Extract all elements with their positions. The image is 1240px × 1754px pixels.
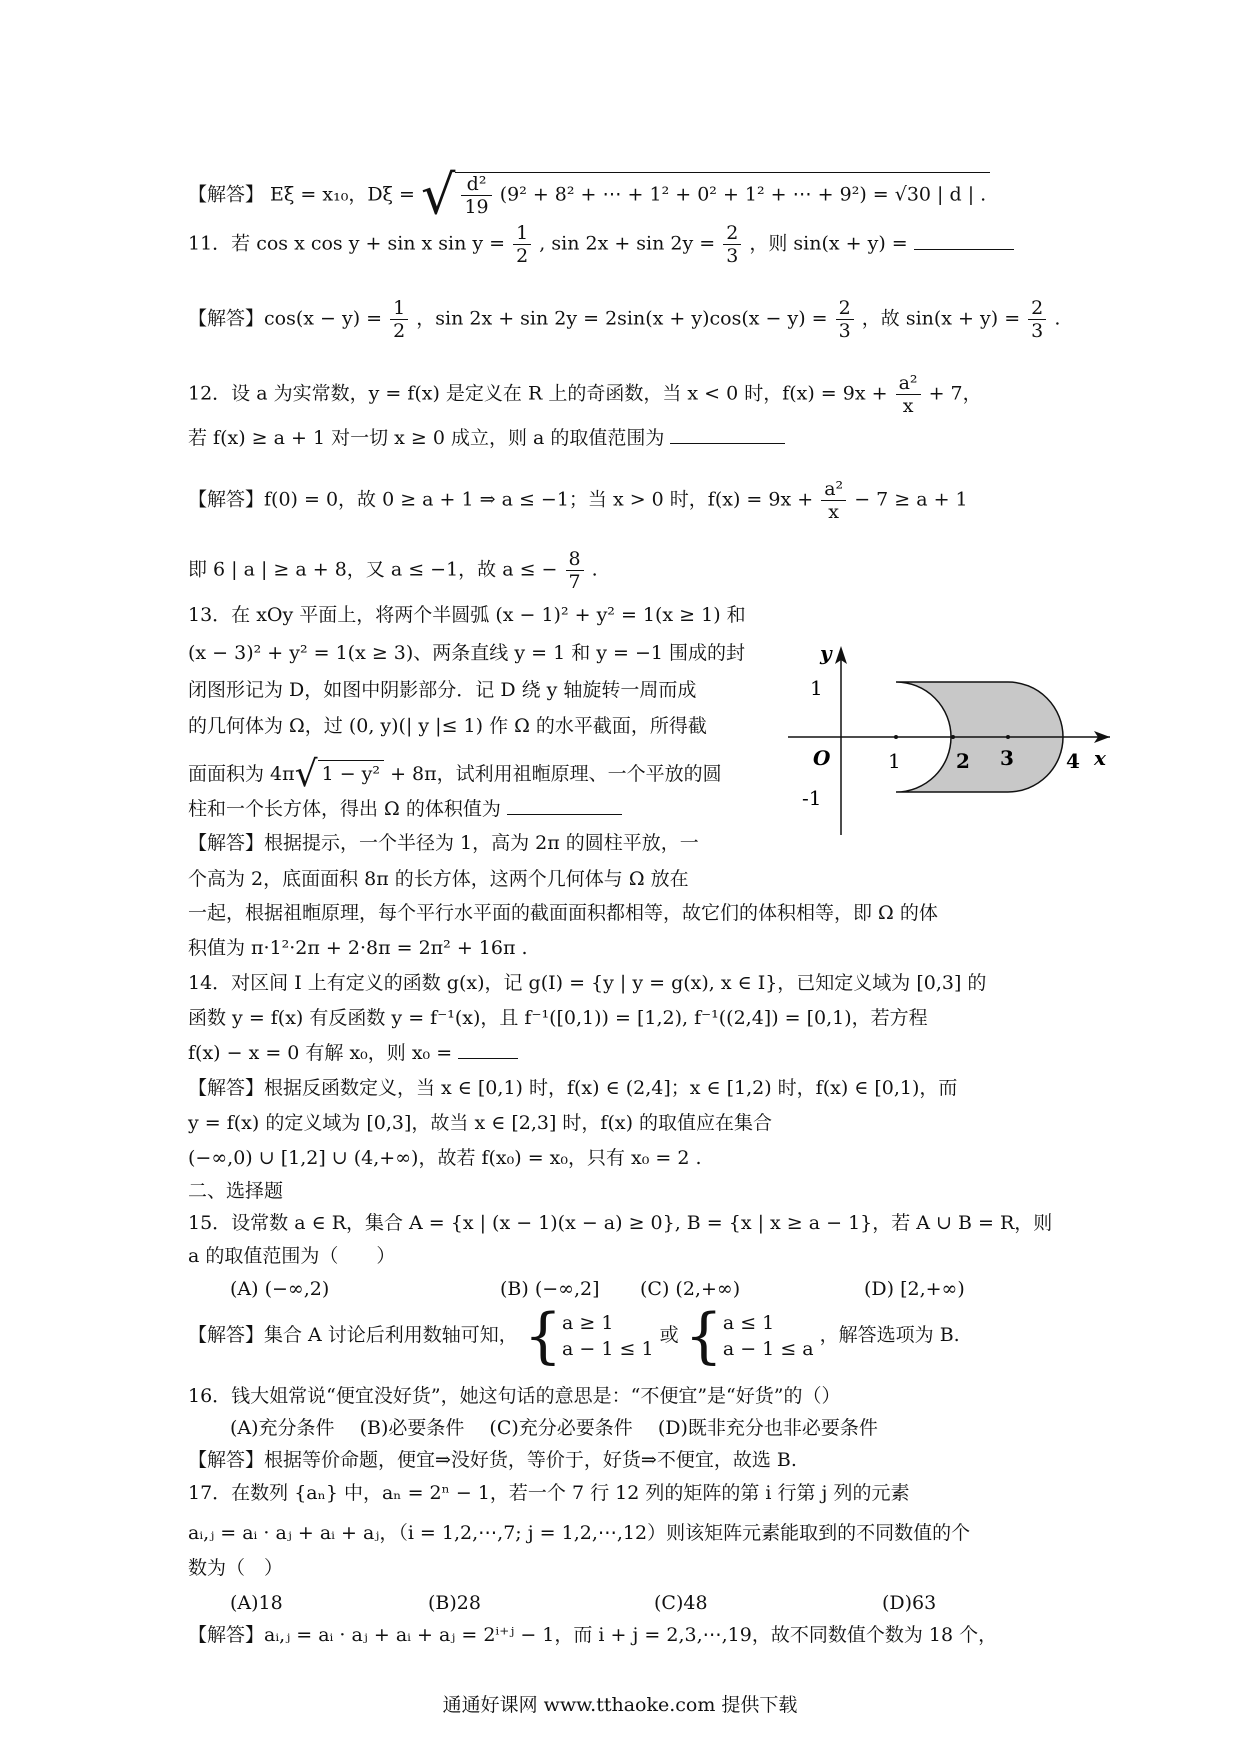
tick-x2 (951, 735, 955, 739)
tick-label-x3: 3 (1000, 746, 1014, 770)
answer-15: 【解答】集合 A 讨论后利用数轴可知， { a ≥ 1 a − 1 ≤ 1 或 { a ≤ 1 a − 1 ≤ a ，解答选项为 B. (188, 1301, 960, 1371)
question-13-l2: (x − 3)² + y² = 1(x ≥ 3)、两条直线 y = 1 和 y = −1 围成的封 (188, 642, 746, 664)
question-12-cont: 若 f(x) ≥ a + 1 对一切 x ≥ 0 成立，则 a 的取值范围为 (188, 425, 785, 451)
question-12: 12．设 a 为实常数，y = f(x) 是定义在 R 上的奇函数，当 x < 0 时，f(x) = 9x + $\frac{\text{a²}}{x}$ + 7， (188, 372, 982, 417)
question-14-l2: 函数 y = f(x) 有反函数 y = f⁻¹(x)，且 f⁻¹([0,1)) = [1,2), f⁻¹((2,4]) = [0,1)，若方程 (188, 1007, 928, 1029)
answer-13-l4: 积值为 π·1²·2π + 2·8π = 2π² + 16π . (188, 937, 528, 959)
question-16: 16．钱大姐常说“便宜没好货”，她这句话的意思是：“不便宜”是“好货”的（） (188, 1385, 841, 1407)
question-14-l1: 14．对区间 I 上有定义的函数 g(x)，记 g(I) = {y | y = g(x), x ∈ I}，已知定义域为 [0,3] 的 (188, 972, 987, 994)
option-c: (C) (2,+∞) (640, 1278, 741, 1300)
answer-14-l2: y = f(x) 的定义域为 [0,3]，故当 x ∈ [2,3] 时，f(x) 的取值应在集合 (188, 1112, 773, 1134)
question-13-l3: 闭图形记为 D，如图中阴影部分．记 D 绕 y 轴旋转一周而成 (188, 679, 697, 701)
tick-x3 (1006, 735, 1010, 739)
option-a: (A) (−∞,2) (230, 1278, 330, 1300)
section-heading: 二、选择题 (188, 1180, 284, 1202)
question-16-options: (A)充分条件 (B)必要条件 (C)充分必要条件 (D)既非充分也非必要条件 (230, 1417, 878, 1439)
option-a: (A)18 (230, 1592, 283, 1614)
answer-12-cont: 即 6 | a | ≥ a + 8，又 a ≤ −1，故 a ≤ − $\frac{8}{7}$ . (188, 548, 598, 593)
option-b: (B) (−∞,2] (500, 1278, 600, 1300)
question-17-options (230, 1590, 936, 1616)
answer-14-l1: 【解答】根据反函数定义，当 x ∈ [0,1) 时，f(x) ∈ (2,4]；x ∈ [1,2) 时，f(x) ∈ [0,1)，而 (188, 1077, 958, 1099)
answer-13-l2: 个高为 2，底面面积 8π 的长方体，这两个几何体与 Ω 放在 (188, 868, 689, 890)
answer-16: 【解答】根据等价命题，便宜⇒没好货，等价于，好货⇒不便宜，故选 B. (188, 1449, 797, 1471)
answer-11: 【解答】cos(x − y) = $\frac{1}{2}$ ，sin 2x + sin 2y = 2sin(x + y)cos(x − y) = $\frac{2}{3}$ ，故 sin(x + y) = $\frac{2}{3}$ . (188, 297, 1061, 342)
question-17-l1: 17．在数列 {aₙ} 中，aₙ = 2ⁿ − 1，若一个 7 行 12 列的矩阵的第 i 行第 j 列的元素 (188, 1482, 910, 1504)
question-13-l6: 柱和一个长方体，得出 Ω 的体积值为 (188, 796, 622, 822)
option-c: (C)48 (654, 1592, 708, 1614)
option-b: (B)28 (428, 1592, 481, 1614)
tick-label-ym1: -1 (802, 786, 822, 810)
tick-label-x4: 4 (1066, 749, 1080, 773)
question-17-l2: aᵢ,ⱼ = aᵢ · aⱼ + aᵢ + aⱼ，（i = 1,2,⋯,7; j = 1,2,⋯,12）则该矩阵元素能取到的不同数值的个 (188, 1522, 971, 1544)
question-11: 11．若 cos x cos y + sin x sin y = $\frac{1}{2}$ , sin 2x + sin 2y = $\frac{2}{3}$ ，则 sin(x + y) = (188, 222, 1014, 267)
question-15-l2: a 的取值范围为（ ） (188, 1245, 396, 1267)
answer-13-l1: 【解答】根据提示，一个半径为 1，高为 2π 的圆柱平放，一 (188, 832, 699, 854)
question-15-options (230, 1276, 965, 1302)
y-axis-label: y (820, 641, 832, 665)
answer-14-l3: (−∞,0) ∪ [1,2] ∪ (4,+∞)，故若 f(x₀) = x₀，只有 x₀ = 2 . (188, 1147, 702, 1169)
question-13-l5: 面面积为 4π√ 1 − y² + 8π，试利用祖暅原理、一个平放的圆 (188, 754, 722, 795)
answer-blank (914, 231, 1014, 250)
answer-blank (458, 1040, 518, 1059)
question-15-l1: 15．设常数 a ∈ R，集合 A = {x | (x − 1)(x − a) ≥ 0}, B = {x | x ≥ a − 1}，若 A ∪ B = R，则 (188, 1212, 1053, 1234)
origin-label: O (813, 746, 831, 770)
answer-13-l3: 一起，根据祖暅原理，每个平行水平面的截面面积都相等，故它们的体积相等，即 Ω 的体 (188, 902, 938, 924)
option-d: (D)63 (882, 1592, 937, 1614)
question-13-l1: 13．在 xOy 平面上，将两个半圆弧 (x − 1)² + y² = 1(x ≥ 1) 和 (188, 604, 746, 626)
answer-10: 【解答】 Eξ = x₁₀，Dξ = √ $\frac{\text{d²}}{19}$ (9² + 8² + ⋯ + 1² + 0² + 1² + ⋯ + 9²) = √30 | d | . (188, 172, 990, 218)
option-d: (D) [2,+∞) (864, 1278, 965, 1300)
question-14-l3: f(x) − x = 0 有解 x₀，则 x₀ = (188, 1040, 518, 1066)
answer-12: 【解答】f(0) = 0，故 0 ≥ a + 1 ⇒ a ≤ −1；当 x > 0 时，f(x) = 9x + $\frac{\text{a²}}{x}$ − 7 ≥ a + 1 (188, 478, 968, 523)
question-13-l4: 的几何体为 Ω，过 (0, y)(| y |≤ 1) 作 Ω 的水平截面，所得截 (188, 715, 707, 737)
sqrt-symbol: √ (421, 163, 456, 227)
answer-17: 【解答】aᵢ,ⱼ = aᵢ · aⱼ + aᵢ + aⱼ = 2ⁱ⁺ʲ − 1，而 i + j = 2,3,⋯,19，故不同数值个数为 18 个， (188, 1624, 998, 1646)
question-17-l3: 数为（ ） (188, 1557, 284, 1579)
page-footer: 通通好课网 www.tthaoke.com 提供下载 (442, 1694, 798, 1716)
x-axis-label: x (1094, 746, 1106, 770)
tick-label-x1: 1 (888, 749, 901, 773)
region-d-figure (780, 640, 1120, 840)
tick-x1 (894, 735, 898, 739)
tick-label-x2: 2 (956, 749, 970, 773)
tick-label-y1: 1 (810, 676, 823, 700)
answer-blank (670, 425, 785, 444)
answer-blank (507, 796, 622, 815)
